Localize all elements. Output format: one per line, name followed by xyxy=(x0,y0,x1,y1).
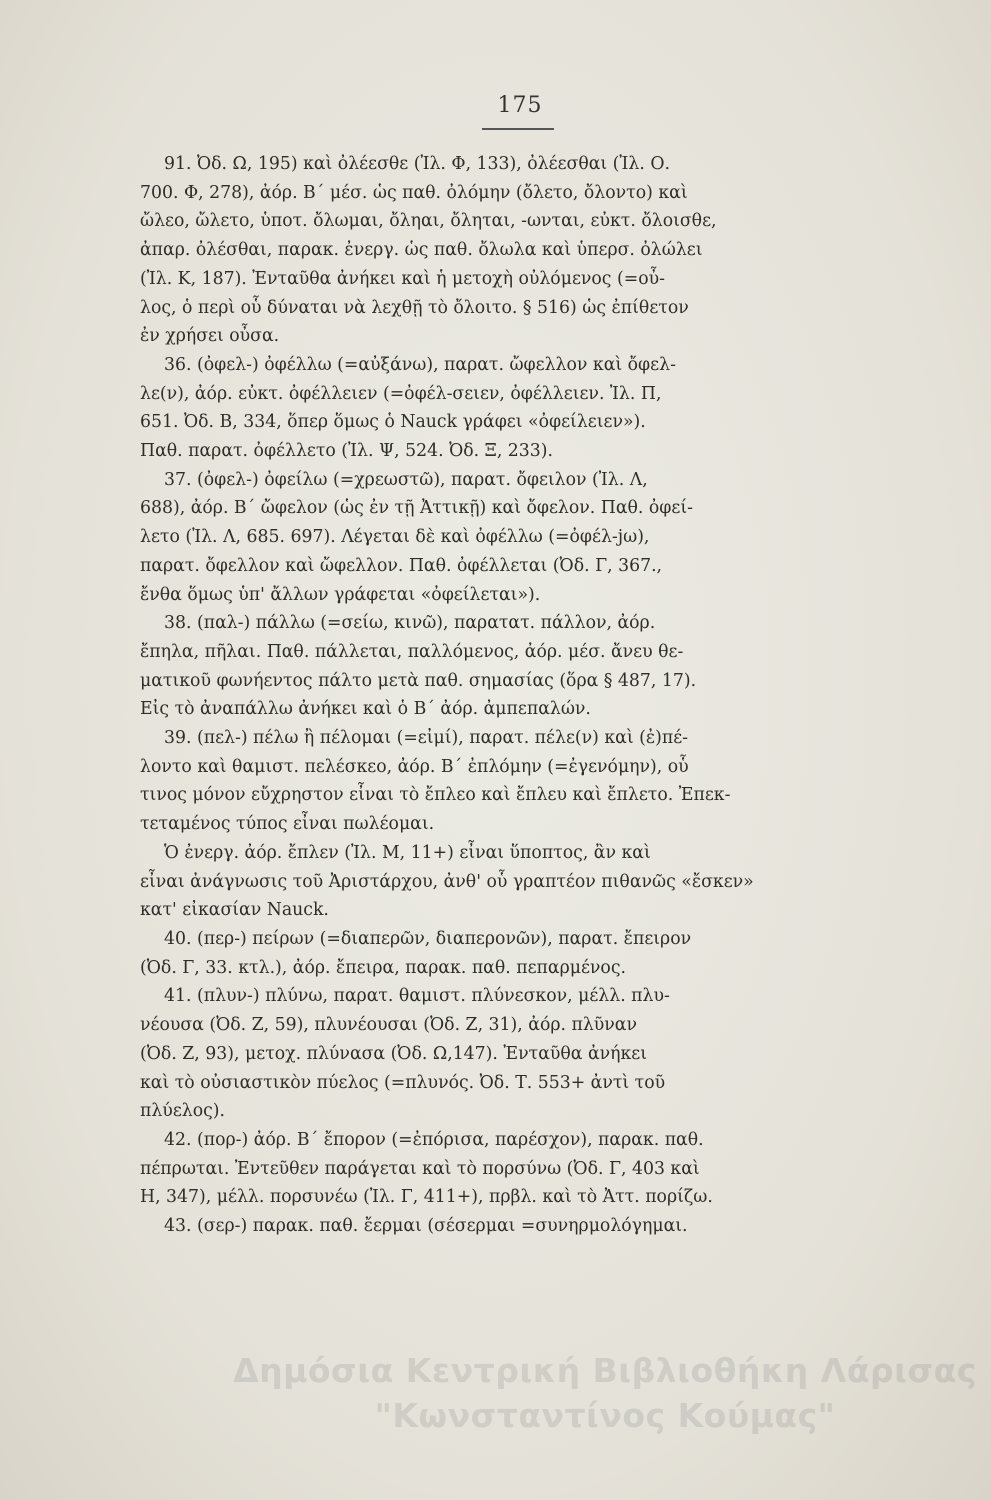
text-line: πλύελος). xyxy=(140,1101,226,1122)
page-body xyxy=(140,150,820,1241)
text-line: κατ' εἰκασίαν Nauck. xyxy=(140,900,329,921)
text-line: 651. Ὀδ. Β, 334, ὅπερ ὅμως ὁ Nauck γράφει «ὀφείλειεν»). xyxy=(140,412,646,433)
page-number: 175 xyxy=(497,93,543,118)
text-line: ἔπηλα, πῆλαι. Παθ. πάλλεται, παλλόμενος, ἀόρ. μέσ. ἄνευ θε- xyxy=(140,641,684,662)
text-line: 36. (ὀφελ-) ὀφέλλω (=αὐξάνω), παρατ. ὤφελλον καὶ ὄφελ- xyxy=(164,354,676,375)
text-line: τεταμένος τύπος εἶναι πωλέομαι. xyxy=(140,814,435,835)
text-line: παρατ. ὄφελλον καὶ ὤφελλον. Παθ. ὀφέλλεται (Ὀδ. Γ, 367., xyxy=(140,555,663,576)
text-line: 39. (πελ-) πέλω ἢ πέλομαι (=εἰμί), παρατ. πέλε(ν) καὶ (ἐ)πέ- xyxy=(164,728,689,749)
paragraph-p43 xyxy=(140,1212,820,1241)
paragraph-p39b xyxy=(140,839,820,925)
text-line: λε(ν), ἀόρ. εὐκτ. ὀφέλλειεν (=ὀφέλ-σειεν, ὀφέλλειεν. Ἰλ. Π, xyxy=(140,383,662,404)
text-line: εἶναι ἀνάγνωσις τοῦ Ἀριστάρχου, ἀνθ' οὗ γραπτέον πιθανῶς «ἔσκεν» xyxy=(140,871,754,892)
text-line: ὤλεο, ὤλετο, ὑποτ. ὄλωμαι, ὄληαι, ὄληται, -ωνται, εὐκτ. ὄλοισθε, xyxy=(140,211,717,232)
page-number-rule xyxy=(482,128,554,130)
paragraph-p37 xyxy=(140,466,820,610)
text-line: 38. (παλ-) πάλλω (=σείω, κινῶ), παρατατ. πάλλον, ἀόρ. xyxy=(164,613,656,634)
paragraph-p42 xyxy=(140,1126,820,1212)
text-line: 42. (πορ-) ἀόρ. Β΄ ἔπορον (=ἐπόρισα, παρέσχον), παρακ. παθ. xyxy=(164,1129,704,1150)
text-line: (Ὀδ. Ζ, 93), μετοχ. πλύνασα (Ὀδ. Ω,147). Ἐνταῦθα ἀνήκει xyxy=(140,1043,648,1064)
paragraph-p40 xyxy=(140,925,820,982)
text-line: 41. (πλυν-) πλύνω, παρατ. θαμιστ. πλύνεσκον, μέλλ. πλυ- xyxy=(164,986,670,1007)
text-line: Εἰς τὸ ἀναπάλλω ἀνήκει καὶ ὁ Β΄ ἀόρ. ἀμπεπαλών. xyxy=(140,699,591,720)
library-watermark-line-2: "Κωνσταντίνος Κούμας" xyxy=(374,1396,836,1435)
paragraph-p41 xyxy=(140,982,820,1126)
paragraph-p38 xyxy=(140,609,820,724)
library-watermark-line-1: Δημόσια Κεντρική Βιβλιοθήκη Λάρισας xyxy=(233,1351,977,1390)
text-line: πέπρωται. Ἐντεῦθεν παράγεται καὶ τὸ πορσύνω (Ὀδ. Γ, 403 καὶ xyxy=(140,1158,700,1179)
text-line: τινος μόνον εὔχρηστον εἶναι τὸ ἔπλεο καὶ ἔπλευ καὶ ἔπλετο. Ἐπεκ- xyxy=(140,785,731,806)
text-line: (Ἰλ. Κ, 187). Ἐνταῦθα ἀνήκει καὶ ἡ μετοχὴ οὐλόμενος (=οὖ- xyxy=(140,268,665,289)
text-line: (Ὀδ. Γ, 33. κτλ.), ἀόρ. ἔπειρα, παρακ. παθ. πεπαρμένος. xyxy=(140,957,627,978)
text-line: 43. (σερ-) παρακ. παθ. ἔερμαι (σέσερμαι =συνηρμολόγημαι. xyxy=(164,1216,688,1237)
text-line: λος, ὁ περὶ οὗ δύναται νὰ λεχθῇ τὸ ὄλοιτο. § 516) ὡς ἐπίθετον xyxy=(140,297,689,318)
text-line: 91. Ὀδ. Ω, 195) καὶ ὀλέεσθε (Ἰλ. Φ, 133), ὀλέεσθαι (Ἰλ. Ο. xyxy=(164,154,671,174)
paragraph-p39 xyxy=(140,724,820,839)
text-line: καὶ τὸ οὐσιαστικὸν πύελος (=πλυνός. Ὀδ. Τ. 553+ ἀντὶ τοῦ xyxy=(140,1072,666,1093)
text-line: ἐν χρήσει οὖσα. xyxy=(140,326,280,347)
text-line: Η, 347), μέλλ. πορσυνέω (Ἰλ. Γ, 411+), πρβλ. καὶ τὸ Ἀττ. πορίζω. xyxy=(140,1187,713,1208)
text-line: 688), ἀόρ. Β΄ ὤφελον (ὡς ἐν τῇ Ἀττικῇ) καὶ ὄφελον. Παθ. ὀφεί- xyxy=(140,498,693,519)
text-line: λοντο καὶ θαμιστ. πελέσκεο, ἀόρ. Β΄ ἐπλόμην (=ἐγενόμην), οὗ xyxy=(140,756,689,777)
text-line: 700. Φ, 278), ἀόρ. Β΄ μέσ. ὡς παθ. ὀλόμην (ὄλετο, ὄλοντο) καὶ xyxy=(140,182,688,203)
text-line: λετο (Ἰλ. Λ, 685. 697). Λέγεται δὲ καὶ ὀφέλλω (=ὀφέλ-jω), xyxy=(140,527,650,548)
text-line: νέουσα (Ὀδ. Ζ, 59), πλυνέουσαι (Ὀδ. Ζ, 31), ἀόρ. πλῦναν xyxy=(140,1015,637,1036)
text-line: Παθ. παρατ. ὀφέλλετο (Ἰλ. Ψ, 524. Ὀδ. Ξ, 233). xyxy=(140,441,554,462)
text-line: Ὁ ἐνεργ. ἀόρ. ἔπλεν (Ἰλ. Μ, 11+) εἶναι ὕποπτος, ἂν καὶ xyxy=(164,842,651,863)
text-line: 40. (περ-) πείρων (=διαπερῶν, διαπερονῶν), παρατ. ἔπειρον xyxy=(164,928,692,949)
paragraph-p36 xyxy=(140,351,820,466)
text-line: ἔνθα ὅμως ὑπ' ἄλλων γράφεται «ὀφείλεται»). xyxy=(140,584,541,605)
text-line: 37. (ὀφελ-) ὀφείλω (=χρεωστῶ), παρατ. ὄφειλον (Ἰλ. Λ, xyxy=(164,469,648,490)
text-line: ἀπαρ. ὀλέσθαι, παρακ. ἐνεργ. ὡς παθ. ὄλωλα καὶ ὑπερσ. ὀλώλει xyxy=(140,240,703,261)
text-line: ματικοῦ φωνήεντος πάλτο μετὰ παθ. σημασίας (ὅρα § 487, 17). xyxy=(140,670,697,691)
paragraph-p91 xyxy=(140,150,820,351)
